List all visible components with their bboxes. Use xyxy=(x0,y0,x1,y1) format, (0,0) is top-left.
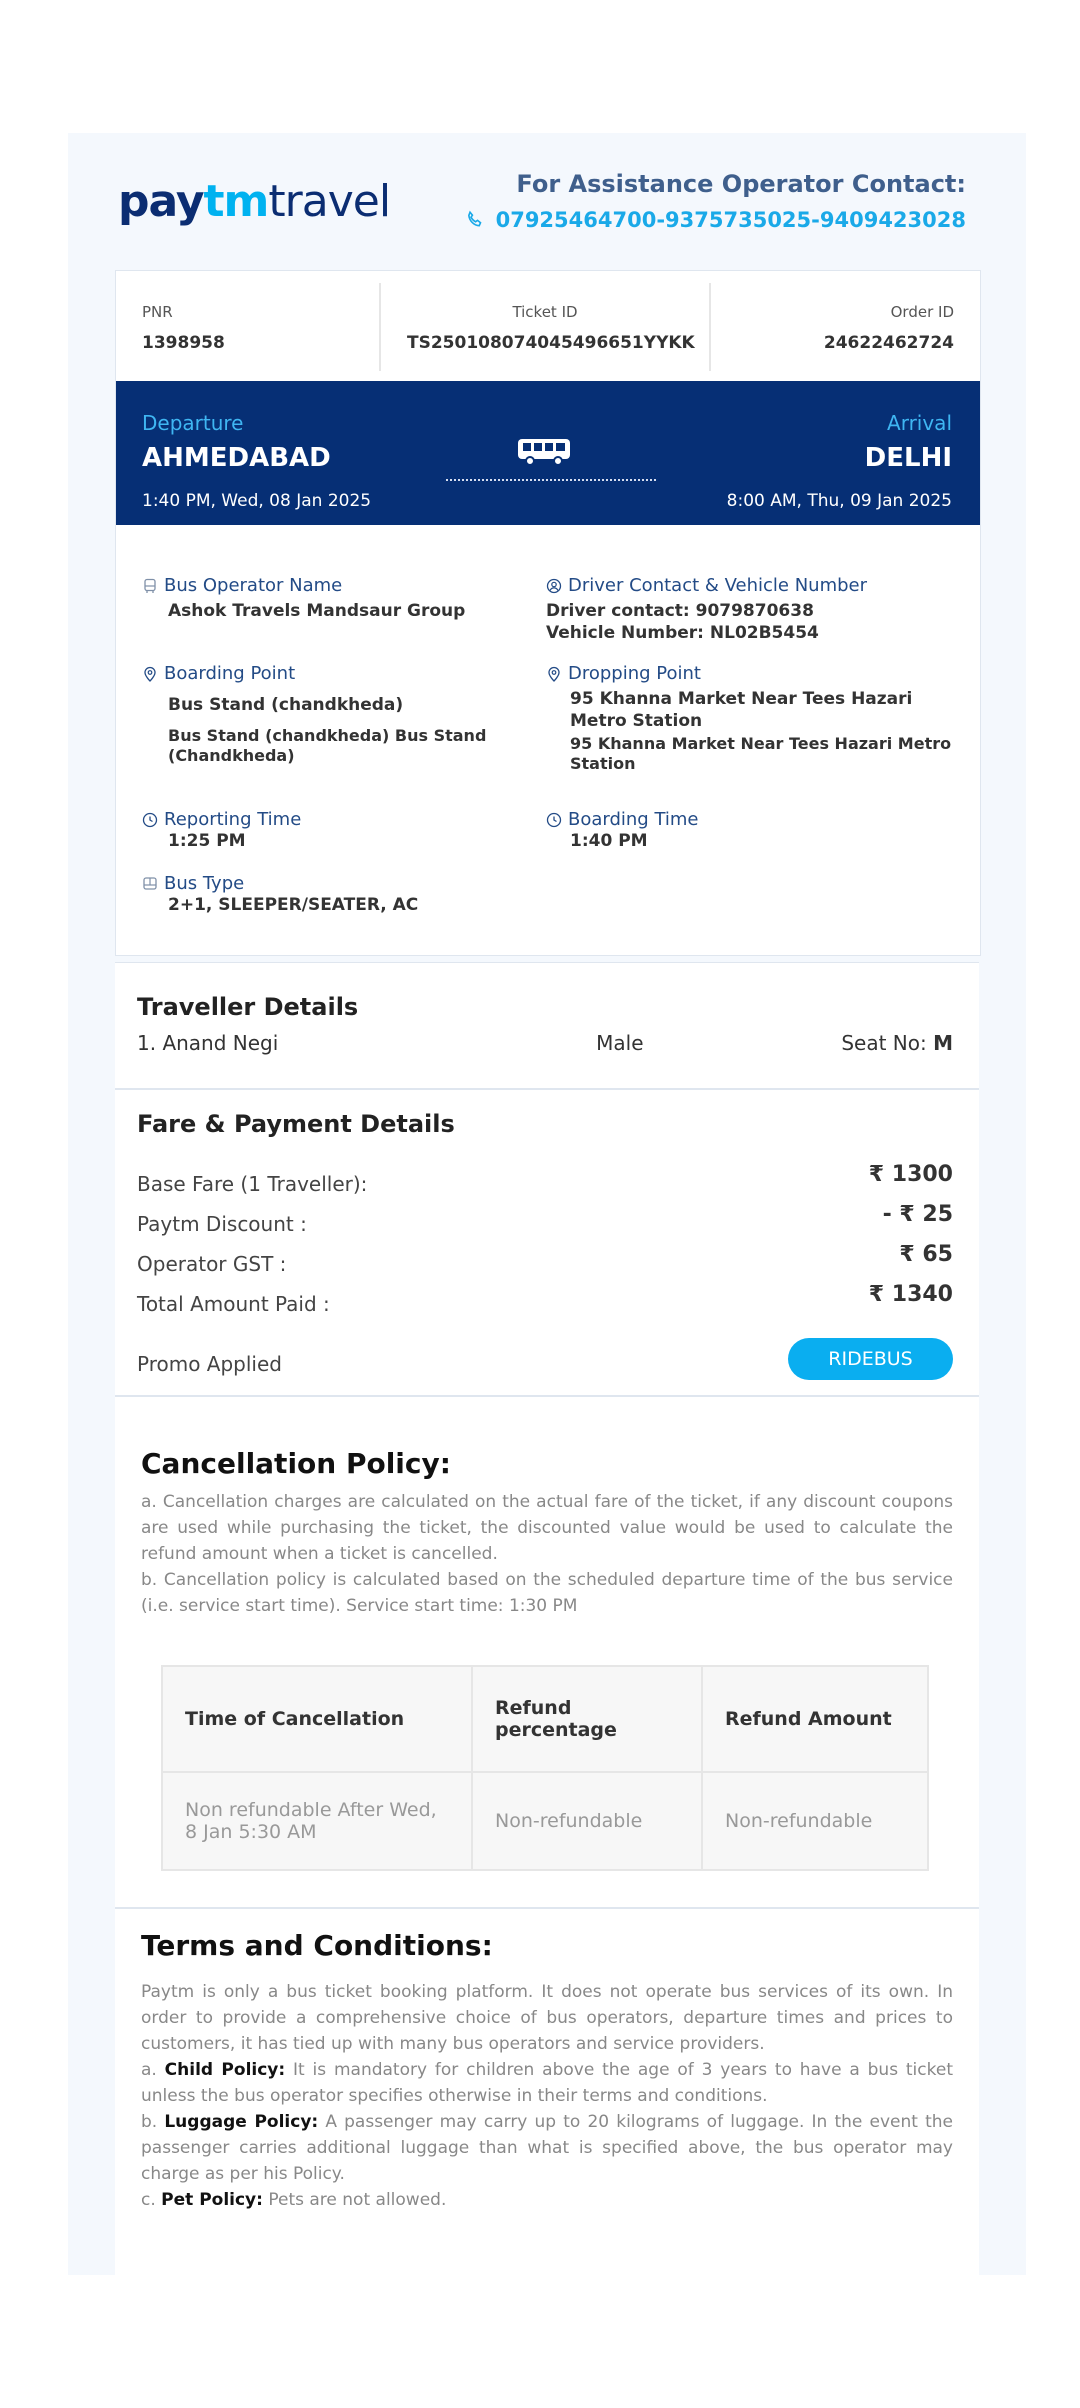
promo-label: Promo Applied xyxy=(137,1352,282,1376)
journey-banner xyxy=(116,381,980,525)
traveller-gender: Male xyxy=(596,1031,644,1055)
gst-row xyxy=(137,1242,953,1276)
ticket-id-label: Ticket ID xyxy=(512,303,578,321)
pnr-value: 1398958 xyxy=(142,333,225,353)
operator-name: Ashok Travels Mandsaur Group xyxy=(168,601,466,621)
bus-type-label: Bus Type xyxy=(164,873,245,894)
gst-label: Operator GST : xyxy=(137,1252,287,1276)
ticket-ids-row xyxy=(116,271,980,381)
cancellation-para-a: a. Cancellation charges are calculated on the actual fare of the ticket, if any discount coupons are used while purchasing the ticket, the discounted value would be used to calculate the refund amount when a ticket is cancelled. xyxy=(141,1492,953,1564)
discount-amount: - ₹ 25 xyxy=(882,1202,953,1227)
terms-intro: Paytm is only a bus ticket booking platform. It does not operate bus services of its own. In order to provide a comprehensive choice of bus operators, departure times and prices to customers, it has tied up with many bus operators and service providers. xyxy=(141,1982,953,2054)
clock-icon xyxy=(546,812,562,828)
arrival-city: DELHI xyxy=(864,443,952,473)
driver-label: Driver Contact & Vehicle Number xyxy=(568,575,868,596)
cancellation-table xyxy=(161,1665,929,1871)
ticket-id-value: TS250108074045496651YYKK xyxy=(407,333,695,353)
location-pin-icon xyxy=(546,666,562,682)
user-circle-icon xyxy=(546,578,562,594)
traveller-row xyxy=(137,1031,953,1055)
gst-amount: ₹ 65 xyxy=(899,1242,953,1267)
boarding-point-block xyxy=(142,663,522,766)
reporting-time-label: Reporting Time xyxy=(164,809,302,830)
table-header-cell: Time of Cancellation xyxy=(162,1666,472,1772)
fare-payment-section xyxy=(115,1089,979,1396)
table-cell: Non refundable After Wed, 8 Jan 5:30 AM xyxy=(162,1772,472,1870)
departure-label: Departure xyxy=(142,411,244,435)
pnr-block xyxy=(116,283,381,371)
total-label: Total Amount Paid : xyxy=(137,1292,330,1316)
vehicle-number: Vehicle Number: NL02B5454 xyxy=(546,623,819,643)
driver-contact: Driver contact: 9079870638 xyxy=(546,601,814,621)
table-header-row xyxy=(162,1666,928,1772)
table-header-cell: Refund percentage xyxy=(472,1666,702,1772)
ticket-id-block xyxy=(381,283,711,371)
terms-pet-policy: c. Pet Policy: Pets are not allowed. xyxy=(141,2190,447,2210)
table-cell: Non-refundable xyxy=(702,1772,928,1870)
bus-type-block xyxy=(142,873,542,916)
terms-text xyxy=(141,1979,953,2213)
base-fare-label: Base Fare (1 Traveller): xyxy=(137,1172,368,1196)
total-amount: ₹ 1340 xyxy=(868,1282,953,1307)
boarding-point: Bus Stand (chandkheda) xyxy=(168,695,404,715)
traveller-name: 1. Anand Negi xyxy=(137,1031,279,1055)
bus-icon xyxy=(516,437,572,467)
reporting-time-block xyxy=(142,809,502,852)
arrival-time: 8:00 AM, Thu, 09 Jan 2025 xyxy=(726,491,952,511)
promo-row xyxy=(137,1348,953,1380)
paytm-travel-logo: paytmtravel xyxy=(118,176,391,227)
bus-type: 2+1, SLEEPER/SEATER, AC xyxy=(168,895,419,915)
assistance-phone[interactable] xyxy=(464,208,966,232)
base-fare-row xyxy=(137,1162,953,1196)
terms-luggage-policy: b. Luggage Policy: A passenger may carry up to 20 kilograms of luggage. In the event the passenger carries additional luggage than what is specified above, the bus operator may charge as per his Policy. xyxy=(141,2112,953,2184)
discount-label: Paytm Discount : xyxy=(137,1212,307,1236)
boarding-time: 1:40 PM xyxy=(570,831,648,851)
order-id-block xyxy=(711,283,980,371)
terms-section xyxy=(115,1908,979,2276)
reporting-time: 1:25 PM xyxy=(168,831,246,851)
promo-code-badge: RIDEBUS xyxy=(788,1338,953,1380)
operator-block xyxy=(142,575,502,622)
operator-label: Bus Operator Name xyxy=(164,575,343,596)
cancellation-para-b: b. Cancellation policy is calculated based on the scheduled departure time of the bus service (i.e. service start time). Service start time: 1:30 PM xyxy=(141,1570,953,1616)
dropping-point-label: Dropping Point xyxy=(568,663,701,684)
departure-city: AHMEDABAD xyxy=(142,443,331,473)
arrival-label: Arrival xyxy=(887,411,952,435)
bus-front-icon xyxy=(142,578,158,594)
dropping-address: 95 Khanna Market Near Tees Hazari Metro Station xyxy=(570,734,952,773)
traveller-details-title: Traveller Details xyxy=(137,993,359,1021)
cancellation-title: Cancellation Policy: xyxy=(141,1447,451,1480)
boarding-point-label: Boarding Point xyxy=(164,663,296,684)
order-id-label: Order ID xyxy=(890,303,954,321)
cancellation-policy-section xyxy=(115,1396,979,1908)
ticket-card xyxy=(115,270,981,956)
bus-seat-icon xyxy=(142,876,158,892)
discount-row xyxy=(137,1202,953,1236)
traveller-details-section xyxy=(115,962,979,1089)
order-id-value: 24622462724 xyxy=(823,333,954,353)
terms-title: Terms and Conditions: xyxy=(141,1929,493,1962)
boarding-time-block xyxy=(546,809,946,852)
assistance-phone-numbers[interactable]: 07925464700-9375735025-9409423028 xyxy=(495,208,966,232)
cancellation-text xyxy=(141,1489,953,1619)
dropping-point-block xyxy=(546,663,956,774)
table-header-cell: Refund Amount xyxy=(702,1666,928,1772)
phone-icon xyxy=(464,209,486,231)
base-fare-amount: ₹ 1300 xyxy=(868,1162,953,1187)
traveller-seat: Seat No: M xyxy=(841,1031,953,1055)
fare-title: Fare & Payment Details xyxy=(137,1110,455,1138)
dropping-point: 95 Khanna Market Near Tees Hazari Metro Station xyxy=(570,689,913,731)
table-cell: Non-refundable xyxy=(472,1772,702,1870)
trip-details xyxy=(116,525,980,955)
route-dotted-line xyxy=(446,479,656,481)
assistance-title: For Assistance Operator Contact: xyxy=(516,170,966,198)
terms-child-policy: a. Child Policy: It is mandatory for children above the age of 3 years to have a bus ticket unless the bus operator specifies otherwise in their terms and conditions. xyxy=(141,2060,953,2106)
pnr-label: PNR xyxy=(142,303,173,321)
total-row xyxy=(137,1282,953,1316)
assistance-block xyxy=(464,170,966,232)
departure-time: 1:40 PM, Wed, 08 Jan 2025 xyxy=(142,491,372,511)
clock-icon xyxy=(142,812,158,828)
boarding-address: Bus Stand (chandkheda) Bus Stand (Chandkheda) xyxy=(168,726,487,765)
boarding-time-label: Boarding Time xyxy=(568,809,699,830)
location-pin-icon xyxy=(142,666,158,682)
driver-block xyxy=(546,575,956,644)
table-row xyxy=(162,1772,928,1870)
